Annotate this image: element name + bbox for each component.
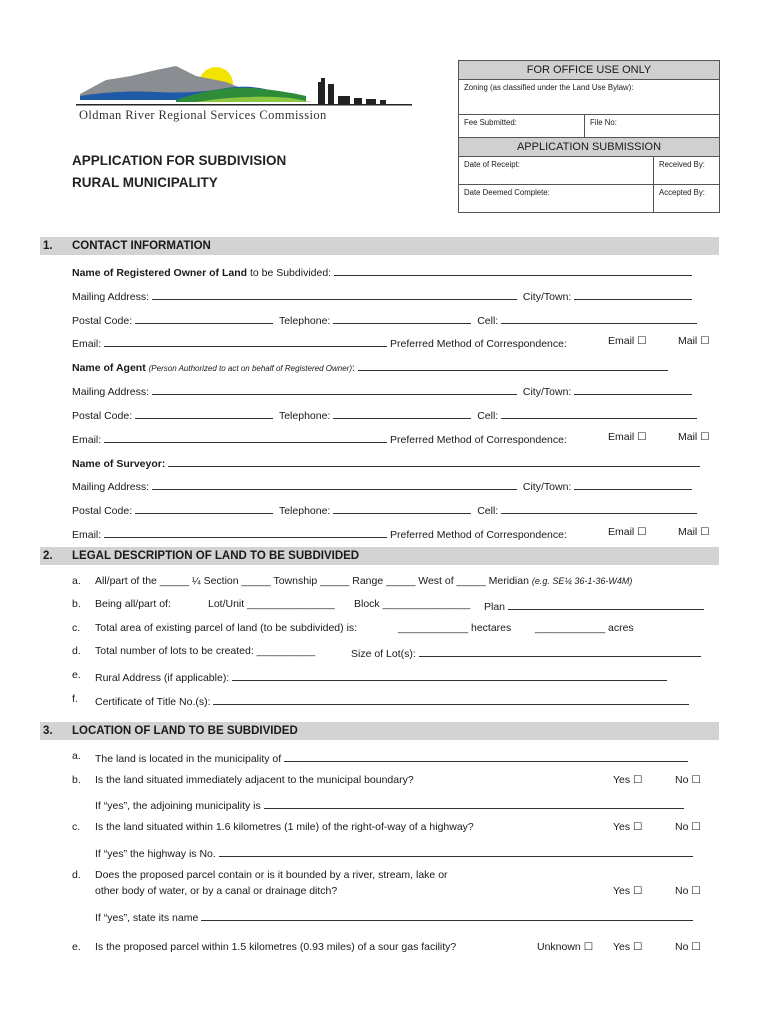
surveyor-email-checkbox[interactable]: Email ☐ [608, 526, 647, 538]
highway-number-row [95, 845, 693, 860]
section-3-number: 3. [43, 725, 53, 737]
section-1-title: CONTACT INFORMATION [72, 240, 211, 252]
agent-name-note: (Person Authorized to act on behalf of Registered Owner) [148, 364, 352, 373]
surveyor-telephone-label: Telephone: [278, 505, 331, 517]
owner-telephone-input[interactable] [333, 312, 471, 324]
agent-city-input[interactable] [574, 383, 692, 395]
surveyor-mailing-input[interactable] [152, 478, 517, 490]
owner-mailing-input[interactable] [152, 288, 517, 300]
agent-city-label: City/Town: [522, 386, 572, 398]
block-field[interactable]: Block _______________ [354, 598, 471, 610]
owner-name-label-rest: to be Subdivided: [247, 267, 332, 279]
surveyor-name-input[interactable] [168, 455, 700, 467]
application-submission-header: APPLICATION SUBMISSION [459, 137, 719, 157]
s3-a-letter: a. [72, 750, 81, 762]
s2-b-label: Being all/part of: [95, 598, 171, 610]
owner-cell-input[interactable] [501, 312, 697, 324]
section-3-header [40, 722, 719, 740]
agent-mail-checkbox[interactable]: Mail ☐ [678, 431, 710, 443]
fee-submitted-field[interactable]: Fee Submitted: [459, 115, 585, 137]
surveyor-postal-row [72, 502, 697, 517]
lot-size-label: Size of Lot(s): [351, 648, 416, 660]
surveyor-email-input[interactable] [104, 526, 387, 538]
adjoining-municipality-row [95, 797, 684, 812]
agent-cell-input[interactable] [501, 407, 697, 419]
plan-row [484, 598, 704, 613]
sour-gas-question: Is the proposed parcel within 1.5 kilometres (0.93 miles) of a sour gas facility? [95, 941, 457, 953]
surveyor-mailing-label: Mailing Address: [72, 481, 150, 493]
owner-email-checkbox[interactable]: Email ☐ [608, 335, 647, 347]
legal-example: (e.g. SE¼ 36-1-36-W4M) [531, 576, 633, 586]
title-line-1: APPLICATION FOR SUBDIVISION [72, 153, 287, 168]
agent-postal-label: Postal Code: [72, 410, 133, 422]
section-3-title: LOCATION OF LAND TO BE SUBDIVIDED [72, 725, 298, 737]
agent-name-input[interactable] [358, 359, 668, 371]
s3-c-letter: c. [72, 821, 81, 833]
surveyor-telephone-input[interactable] [333, 502, 471, 514]
owner-cell-label: Cell: [477, 315, 499, 327]
owner-mail-checkbox[interactable]: Mail ☐ [678, 335, 710, 347]
org-name: Oldman River Regional Services Commission [79, 108, 327, 122]
agent-telephone-label: Telephone: [278, 410, 331, 422]
adjacent-boundary-question: Is the land situated immediately adjacent to the municipal boundary? [95, 774, 414, 786]
owner-email-input[interactable] [104, 335, 387, 347]
s2-a-row[interactable] [95, 575, 632, 587]
section-1-header [40, 237, 719, 255]
owner-postal-label: Postal Code: [72, 315, 133, 327]
municipality-input[interactable] [284, 750, 688, 762]
agent-name-row: Name of Agent (Person Authorized to act on behalf of Registered Owner): [72, 359, 668, 374]
municipality-label: The land is located in the municipality of [95, 753, 282, 765]
sour-gas-yes-checkbox[interactable]: Yes ☐ [613, 941, 643, 953]
parcel-hectares-field[interactable]: ____________ hectares [398, 622, 512, 634]
s3-e-letter: e. [72, 941, 81, 953]
agent-mailing-input[interactable] [152, 383, 517, 395]
agent-preferred-label: Preferred Method of Correspondence: [390, 434, 567, 446]
owner-city-label: City/Town: [522, 291, 572, 303]
water-question-line-1: Does the proposed parcel contain or is it bounded by a river, stream, lake or [95, 869, 448, 881]
owner-name-label: Name of Registered Owner of Land [72, 267, 248, 279]
office-use-header: FOR OFFICE USE ONLY [459, 61, 719, 80]
owner-preferred-label: Preferred Method of Correspondence: [390, 338, 567, 350]
owner-postal-row [72, 312, 697, 327]
owner-email-label: Email: [72, 338, 102, 350]
file-no-field[interactable]: File No: [590, 118, 617, 127]
owner-telephone-label: Telephone: [278, 315, 331, 327]
s2-d-letter: d. [72, 645, 81, 657]
highway-number-input[interactable] [219, 845, 693, 857]
s3-d-letter: d. [72, 869, 81, 881]
landscape-logo-icon [76, 62, 416, 110]
section-1-number: 1. [43, 240, 53, 252]
plan-input[interactable] [508, 598, 704, 610]
accepted-by-field[interactable]: Accepted By: [659, 188, 705, 197]
surveyor-name-label: Name of Surveyor: [72, 458, 166, 470]
received-by-field[interactable]: Received By: [659, 160, 705, 169]
owner-mailing-row [72, 288, 692, 303]
highway-no-checkbox[interactable]: No ☐ [675, 821, 701, 833]
surveyor-city-label: City/Town: [522, 481, 572, 493]
owner-city-input[interactable] [574, 288, 692, 300]
surveyor-postal-input[interactable] [135, 502, 273, 514]
surveyor-cell-input[interactable] [501, 502, 697, 514]
water-yes-checkbox[interactable]: Yes ☐ [613, 885, 643, 897]
sour-gas-unknown-checkbox[interactable]: Unknown ☐ [537, 941, 594, 953]
lot-unit-field[interactable]: Lot/Unit _______________ [208, 598, 335, 610]
water-no-checkbox[interactable]: No ☐ [675, 885, 701, 897]
parcel-acres-field[interactable]: ____________ acres [535, 622, 634, 634]
adjoining-municipality-label: If “yes”, the adjoining municipality is [95, 800, 261, 812]
owner-name-row [72, 264, 692, 279]
lot-size-row [351, 645, 701, 660]
agent-mailing-label: Mailing Address: [72, 386, 150, 398]
owner-email-row [72, 335, 567, 350]
surveyor-preferred-label: Preferred Method of Correspondence: [390, 529, 567, 541]
agent-mailing-row [72, 383, 692, 398]
legal-quarter-section-text: All/part of the _____ ¼ Section _____ Township _____ Range _____ West of _____ Meridian [95, 575, 529, 587]
section-2-number: 2. [43, 550, 53, 562]
agent-telephone-input[interactable] [333, 407, 471, 419]
owner-name-input[interactable] [334, 264, 692, 276]
oldman-river-logo [76, 62, 416, 127]
surveyor-name-row [72, 455, 700, 470]
office-use-box [458, 60, 720, 213]
s2-a-letter: a. [72, 575, 81, 587]
water-name-label: If “yes”, state its name [95, 912, 199, 924]
section-2-header [40, 547, 719, 565]
highway-number-label: If “yes” the highway is No. [95, 848, 216, 860]
s2-e-letter: e. [72, 669, 81, 681]
application-title [72, 150, 286, 194]
highway-yes-checkbox[interactable]: Yes ☐ [613, 821, 643, 833]
sour-gas-no-checkbox[interactable]: No ☐ [675, 941, 701, 953]
date-of-receipt-field[interactable]: Date of Receipt: [459, 157, 654, 184]
title-no-input[interactable] [213, 693, 689, 705]
s3-b-letter: b. [72, 774, 81, 786]
agent-email-label: Email: [72, 434, 102, 446]
agent-email-checkbox[interactable]: Email ☐ [608, 431, 647, 443]
highway-question: Is the land situated within 1.6 kilometres (1 mile) of the right-of-way of a highway? [95, 821, 474, 833]
s2-f-letter: f. [72, 693, 78, 705]
municipality-row [95, 750, 688, 765]
lot-size-input[interactable] [419, 645, 701, 657]
plan-label: Plan [484, 601, 506, 613]
title-line-2: RURAL MUNICIPALITY [72, 175, 218, 190]
agent-email-row [72, 431, 567, 446]
surveyor-mail-checkbox[interactable]: Mail ☐ [678, 526, 710, 538]
date-deemed-complete-field[interactable]: Date Deemed Complete: [459, 185, 654, 212]
agent-cell-label: Cell: [477, 410, 499, 422]
adjoining-municipality-input[interactable] [264, 797, 684, 809]
lots-created-field[interactable]: Total number of lots to be created: __________ [95, 645, 316, 657]
parcel-area-label: Total area of existing parcel of land (to be subdivided) is: [95, 622, 358, 634]
agent-postal-row [72, 407, 697, 422]
rural-address-row [95, 669, 667, 684]
s2-b-letter: b. [72, 598, 81, 610]
rural-address-input[interactable] [232, 669, 667, 681]
section-2-title: LEGAL DESCRIPTION OF LAND TO BE SUBDIVIDED [72, 550, 360, 562]
adjacent-yes-checkbox[interactable]: Yes ☐ [613, 774, 643, 786]
adjacent-no-checkbox[interactable]: No ☐ [675, 774, 701, 786]
title-no-label: Certificate of Title No.(s): [95, 696, 211, 708]
surveyor-city-input[interactable] [574, 478, 692, 490]
surveyor-email-row [72, 526, 567, 541]
water-question-line-2: other body of water, or by a canal or drainage ditch? [95, 885, 338, 897]
surveyor-cell-label: Cell: [477, 505, 499, 517]
owner-mailing-label: Mailing Address: [72, 291, 150, 303]
title-no-row [95, 693, 689, 708]
surveyor-postal-label: Postal Code: [72, 505, 133, 517]
agent-postal-input[interactable] [135, 407, 273, 419]
surveyor-mailing-row [72, 478, 692, 493]
owner-postal-input[interactable] [135, 312, 273, 324]
water-name-row [95, 909, 693, 924]
water-name-input[interactable] [201, 909, 693, 921]
s2-c-letter: c. [72, 622, 81, 634]
rural-address-label: Rural Address (if applicable): [95, 672, 230, 684]
agent-email-input[interactable] [104, 431, 387, 443]
agent-name-label: Name of Agent [72, 362, 146, 374]
surveyor-email-label: Email: [72, 529, 102, 541]
zoning-field[interactable]: Zoning (as classified under the Land Use Bylaw): [464, 83, 634, 92]
